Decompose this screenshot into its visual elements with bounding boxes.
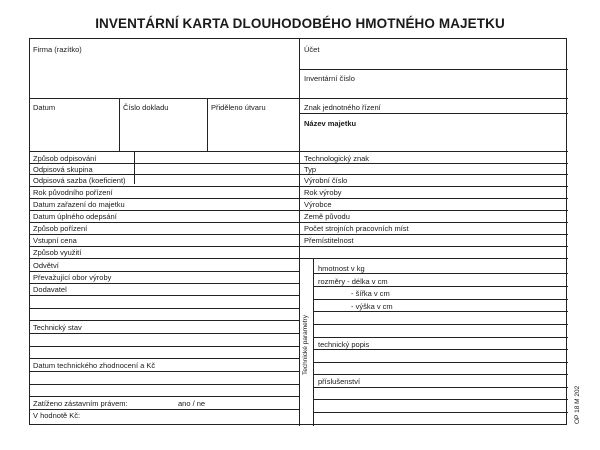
left-row-label: Odpisová skupina [33,165,93,174]
prideleno-label: Přiděleno útvaru [211,103,266,112]
right-row-label: Technologický znak [304,154,370,163]
line [30,384,299,385]
left-row-label: V hodnotě Kč: [33,411,81,420]
line [30,174,299,175]
line [314,387,568,388]
ucet-label: Účet [304,45,320,54]
line [314,337,568,338]
ano-ne-label: ano / ne [178,399,206,408]
left-row-label: Odpisová sazba (koeficient) [33,176,126,185]
inv-cislo-label: Inventární číslo [304,74,355,83]
right-row-label: Výrobní číslo [304,176,348,185]
line [300,234,568,235]
right-row-label: Typ [304,165,317,174]
line [300,163,568,164]
line [300,258,568,259]
line [300,69,568,70]
line [30,346,299,347]
right-row-label: Přemístitelnost [304,236,354,245]
tech-params-vertical-label: Technické parametry [302,315,309,375]
left-row-label: Datum technického zhodnocení a Kč [33,361,156,370]
line [30,358,299,359]
right-row-label: Země původu [304,212,350,221]
left-row-label: Dodavatel [33,285,67,294]
line [314,349,568,350]
line [30,333,299,334]
rozmery-label: rozměry - délka v cm [318,277,388,286]
left-row-label: Vstupní cena [33,236,77,245]
form-frame [29,38,567,425]
line [134,151,135,184]
right-row-label: Rok výroby [304,188,342,197]
cislo-dokladu-label: Číslo dokladu [123,103,169,112]
left-row-label: Převažující obor výroby [33,273,112,282]
line [314,374,568,375]
line [314,324,568,325]
vyska-label: - výška v cm [351,302,393,311]
znak-label: Znak jednotného řízení [304,103,381,112]
line [30,283,299,284]
datum-label: Datum [33,103,56,112]
line [30,186,299,187]
line [314,299,568,300]
firma-label: Firma (razítko) [33,45,82,54]
nazev-label: Název majetku [304,119,357,128]
right-row-label: Počet strojních pracovních míst [304,224,409,233]
line [314,286,568,287]
line [30,98,568,99]
line [314,399,568,400]
line [30,163,299,164]
line [300,210,568,211]
left-row-label: Odvětví [33,261,59,270]
line [30,409,299,410]
hmotnost-label: hmotnost v kg [318,264,365,273]
line [30,198,299,199]
line [300,222,568,223]
line [300,198,568,199]
line [30,151,568,152]
line [314,311,568,312]
line [30,308,299,309]
popis-label: technický popis [318,340,370,349]
left-row-label: Datum zařazení do majetku [33,200,125,209]
line [30,234,299,235]
left-row-label: Rok původního pořízení [33,188,113,197]
left-row-label: Způsob pořízení [33,224,88,233]
line [30,371,299,372]
left-row-label: Technický stav [33,323,82,332]
left-row-label: Datum úplného odepsání [33,212,117,221]
line [300,174,568,175]
line [30,210,299,211]
form-code: OP 18 M 202 [574,385,581,424]
line [314,412,568,413]
line [30,271,299,272]
tech-column-divider [313,258,314,426]
line [30,295,299,296]
left-row-label: Způsob odpisování [33,154,97,163]
line [314,362,568,363]
line [119,98,120,151]
line [30,396,299,397]
line [300,246,568,247]
line [300,186,568,187]
line [314,273,568,274]
line [207,98,208,151]
line [30,258,299,259]
prislusenstvi-label: příslušenství [318,377,361,386]
line [30,246,299,247]
right-row-label: Výrobce [304,200,332,209]
sirka-label: - šířka v cm [351,289,390,298]
left-row-label: Způsob využití [33,248,82,257]
form-title: INVENTÁRNÍ KARTA DLOUHODOBÉHO HMOTNÉHO MAJETKU [95,16,505,31]
line [30,320,299,321]
line [30,222,299,223]
left-row-label: Zatíženo zástavním právem: [33,399,128,408]
line [300,113,568,114]
